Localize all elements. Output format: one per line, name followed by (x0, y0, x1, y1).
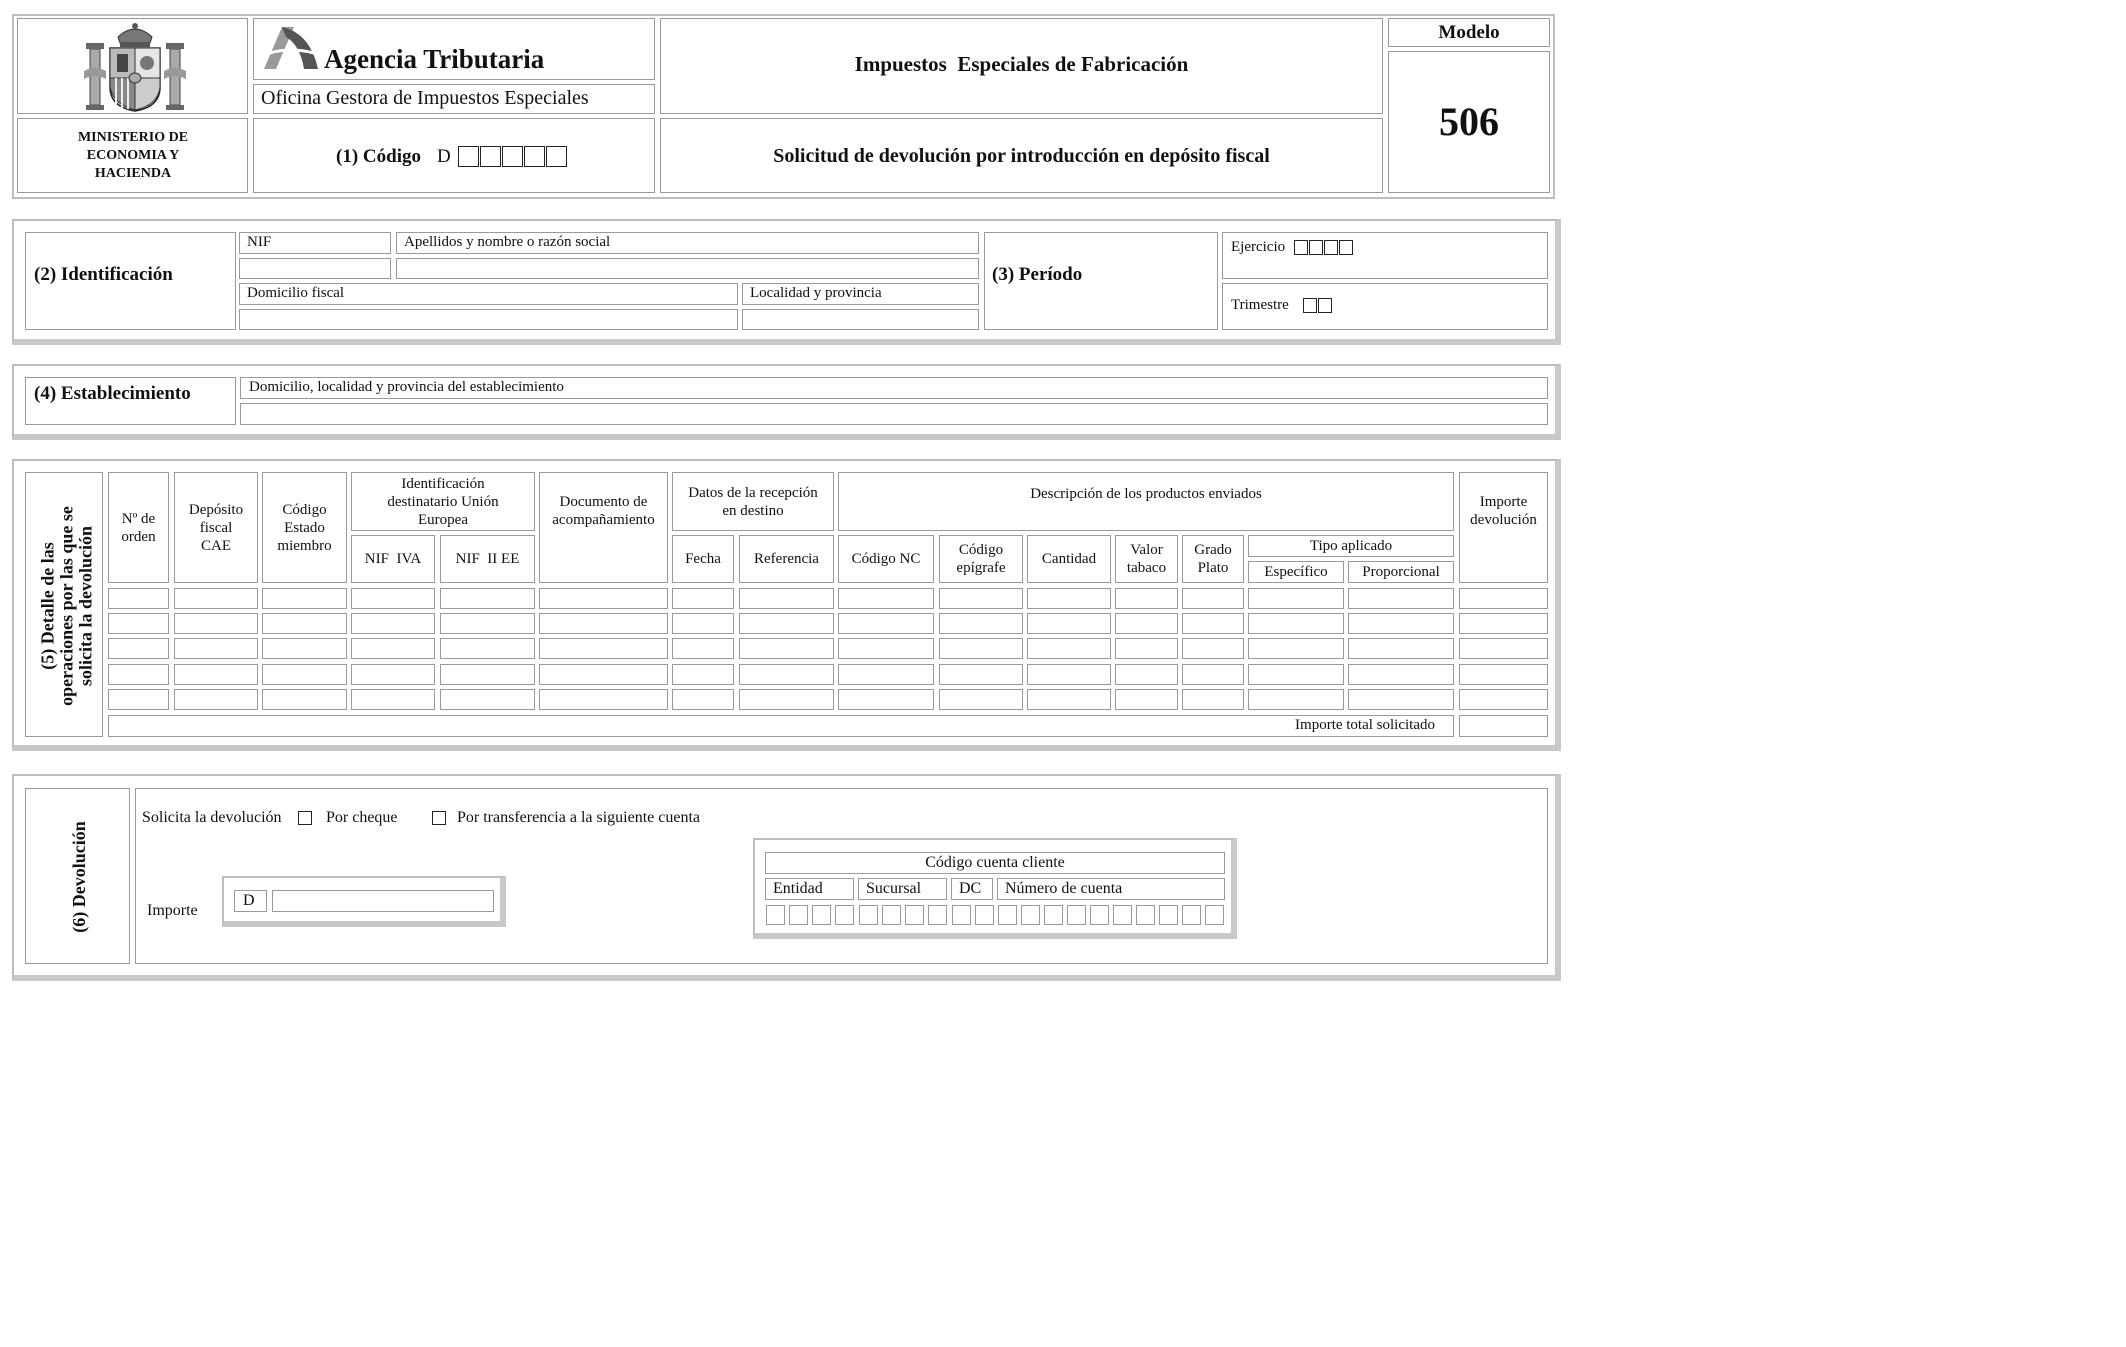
detalle-row-2-cell[interactable] (838, 613, 934, 634)
cuenta-digit-box[interactable] (1205, 905, 1224, 925)
name-label: Apellidos y nombre o razón social (404, 234, 611, 250)
detalle-row-3-cell[interactable] (939, 638, 1023, 659)
col-header-codigo-nc: Código NC (838, 535, 934, 583)
detalle-row-5-cell[interactable] (539, 689, 668, 710)
col-header-orden: Nº de orden (108, 472, 169, 583)
detalle-row-5-cell[interactable] (939, 689, 1023, 710)
col-header-deposito: Depósito fiscal CAE (174, 472, 258, 583)
detalle-row-4-cell[interactable] (440, 664, 535, 685)
detalle-row-3-cell[interactable] (1459, 638, 1548, 659)
cuenta-digit-box[interactable] (905, 905, 924, 925)
ministry-name: MINISTERIO DE ECONOMIA Y HACIENDA (77, 130, 189, 181)
sucursal-label: Sucursal (866, 880, 922, 897)
col-header-nif-iiee: NIF II EE (440, 535, 535, 583)
cuenta-digit-box[interactable] (859, 905, 878, 925)
detalle-row-3-cell[interactable] (1027, 638, 1111, 659)
detalle-row-4-cell[interactable] (1348, 664, 1454, 685)
detalle-row-1-cell[interactable] (262, 588, 347, 609)
detalle-row-3-cell[interactable] (1182, 638, 1244, 659)
detalle-row-3-cell[interactable] (539, 638, 668, 659)
establecimiento-address-label: Domicilio, localidad y provincia del establecimiento (249, 379, 564, 395)
dc-label-cell (951, 878, 993, 900)
col-header-grado-plato: Grado Plato (1182, 535, 1244, 583)
detalle-row-4-cell[interactable] (1182, 664, 1244, 685)
solicita-label: Solicita la devolución (142, 809, 282, 826)
detalle-row-4-cell[interactable] (1027, 664, 1111, 685)
detalle-row-4-cell[interactable] (1459, 664, 1548, 685)
detalle-row-3-cell[interactable] (262, 638, 347, 659)
detalle-row-4-cell[interactable] (838, 664, 934, 685)
detalle-row-1-cell[interactable] (351, 588, 435, 609)
detalle-row-2-cell[interactable] (1459, 613, 1548, 634)
detalle-row-2-cell[interactable] (174, 613, 258, 634)
detalle-row-1-cell[interactable] (739, 588, 834, 609)
detalle-row-5-cell[interactable] (739, 689, 834, 710)
detalle-row-4-cell[interactable] (1115, 664, 1178, 685)
cuenta-digit-box[interactable] (1136, 905, 1155, 925)
modelo-label: Modelo (1438, 22, 1500, 43)
codigo-input-boxes[interactable] (458, 146, 568, 167)
cuenta-digit-box[interactable] (812, 905, 831, 925)
localidad-input[interactable] (742, 309, 979, 330)
detalle-row-2-cell[interactable] (939, 613, 1023, 634)
detalle-row-5-cell[interactable] (1248, 689, 1344, 710)
trimestre-input-boxes[interactable] (1303, 296, 1333, 314)
establecimiento-address-label-cell (240, 377, 1548, 399)
importe-prefix-cell (234, 890, 267, 912)
detalle-row-1-cell[interactable] (1348, 588, 1454, 609)
ministry-cell (17, 118, 248, 193)
cuenta-digit-box[interactable] (1113, 905, 1132, 925)
tax-title-cell (660, 18, 1383, 114)
detalle-title (37, 474, 96, 739)
detalle-row-2-cell[interactable] (739, 613, 834, 634)
establecimiento-title-cell (25, 377, 236, 425)
detalle-row-1-cell[interactable] (539, 588, 668, 609)
office-cell (253, 84, 655, 114)
detalle-row-2-cell[interactable] (262, 613, 347, 634)
detalle-title-line1: (5) Detalle de las (37, 542, 58, 670)
identificacion-title: (2) Identificación (34, 264, 173, 285)
cuenta-digit-box[interactable] (952, 905, 971, 925)
por-cheque-checkbox[interactable] (298, 811, 312, 825)
entidad-label: Entidad (773, 880, 823, 897)
cuenta-digit-box[interactable] (998, 905, 1017, 925)
cuenta-digit-box[interactable] (835, 905, 854, 925)
detalle-row-1-cell[interactable] (939, 588, 1023, 609)
coat-of-arms-icon (80, 21, 190, 113)
cuenta-title-cell (765, 852, 1225, 874)
cuenta-digit-box[interactable] (766, 905, 785, 925)
detalle-row-5-cell[interactable] (262, 689, 347, 710)
detalle-row-4-cell[interactable] (539, 664, 668, 685)
detalle-row-2-cell[interactable] (1248, 613, 1344, 634)
name-label-cell (396, 232, 979, 254)
total-importe-input[interactable] (1459, 715, 1548, 737)
cuenta-digit-box[interactable] (789, 905, 808, 925)
detalle-row-4-cell[interactable] (351, 664, 435, 685)
ejercicio-cell (1222, 232, 1548, 279)
agency-cell (253, 18, 655, 80)
detalle-row-1-cell[interactable] (1182, 588, 1244, 609)
trimestre-cell (1222, 283, 1548, 330)
domicilio-label: Domicilio fiscal (247, 285, 345, 301)
agency-name: Agencia Tributaria (324, 44, 545, 74)
detalle-title-cell (25, 472, 103, 737)
sucursal-label-cell (858, 878, 947, 900)
detalle-row-4-cell[interactable] (262, 664, 347, 685)
detalle-row-3-cell[interactable] (351, 638, 435, 659)
detalle-row-4-cell[interactable] (1248, 664, 1344, 685)
numero-cuenta-label-cell (997, 878, 1225, 900)
form-title: Solicitud de devolución por introducción en depósito fiscal (773, 145, 1270, 167)
detalle-row-5-cell[interactable] (1115, 689, 1178, 710)
total-label: Importe total solicitado (1295, 717, 1435, 733)
devolucion-title-cell (25, 788, 130, 964)
por-transferencia-checkbox[interactable] (432, 811, 446, 825)
nif-label-cell (239, 232, 391, 254)
col-header-datos-recepcion: Datos de la recepción en destino (672, 472, 834, 531)
col-header-valor-tabaco: Valor tabaco (1115, 535, 1178, 583)
por-cheque-label: Por cheque (326, 809, 398, 826)
por-transferencia-label: Por transferencia a la siguiente cuenta (457, 809, 700, 826)
tax-title: Impuestos Especiales de Fabricación (854, 52, 1189, 76)
total-label-cell (108, 715, 1454, 737)
col-header-codigo-estado: Código Estado miembro (262, 472, 347, 583)
cuenta-digit-box[interactable] (1067, 905, 1086, 925)
col-header-documento: Documento de acompañamiento (539, 472, 668, 583)
detalle-row-1-cell[interactable] (1248, 588, 1344, 609)
detalle-title-line3: solicita la devolución (75, 526, 96, 687)
identificacion-title-cell (25, 232, 236, 330)
detalle-row-5-cell[interactable] (672, 689, 734, 710)
detalle-row-4-cell[interactable] (174, 664, 258, 685)
col-header-ident-destinatario: Identificación destinatario Unión Europea (351, 472, 535, 531)
domicilio-label-cell (239, 283, 738, 305)
cuenta-digit-box[interactable] (1044, 905, 1063, 925)
cuenta-digit-box[interactable] (882, 905, 901, 925)
codigo-label: (1) Código (336, 146, 421, 167)
detalle-row-5-cell[interactable] (1182, 689, 1244, 710)
detalle-row-1-cell[interactable] (838, 588, 934, 609)
detalle-row-4-cell[interactable] (672, 664, 734, 685)
col-header-tipo-aplicado: Tipo aplicado (1248, 535, 1454, 557)
cuenta-digit-box[interactable] (975, 905, 994, 925)
codigo-prefix: D (437, 146, 451, 167)
detalle-row-5-cell[interactable] (1348, 689, 1454, 710)
detalle-row-1-cell[interactable] (1459, 588, 1548, 609)
periodo-title: (3) Período (992, 264, 1083, 285)
detalle-row-2-cell[interactable] (108, 613, 169, 634)
detalle-title-line2: operaciones por las que se (56, 506, 77, 706)
detalle-row-3-cell[interactable] (838, 638, 934, 659)
detalle-row-3-cell[interactable] (672, 638, 734, 659)
detalle-row-4-cell[interactable] (108, 664, 169, 685)
ejercicio-input-boxes[interactable] (1294, 238, 1354, 256)
localidad-label-cell (742, 283, 979, 305)
col-header-cantidad: Cantidad (1027, 535, 1111, 583)
importe-input[interactable] (272, 890, 494, 912)
detalle-row-2-cell[interactable] (440, 613, 535, 634)
detalle-row-3-cell[interactable] (440, 638, 535, 659)
detalle-row-1-cell[interactable] (1027, 588, 1111, 609)
detalle-row-1-cell[interactable] (440, 588, 535, 609)
detalle-row-2-cell[interactable] (1027, 613, 1111, 634)
detalle-row-5-cell[interactable] (1459, 689, 1548, 710)
col-header-codigo-epigrafe: Código epígrafe (939, 535, 1023, 583)
localidad-label: Localidad y provincia (750, 285, 882, 301)
cuenta-digit-box[interactable] (1159, 905, 1178, 925)
coat-of-arms-cell (17, 18, 248, 114)
agency-logo-icon (260, 23, 320, 73)
office-name: Oficina Gestora de Impuestos Especiales (261, 87, 589, 109)
importe-label: Importe (147, 902, 198, 919)
codigo-cell (253, 118, 655, 193)
importe-prefix: D (243, 892, 255, 909)
periodo-title-cell (984, 232, 1218, 330)
cuenta-digit-box[interactable] (1182, 905, 1201, 925)
form-title-cell (660, 118, 1383, 193)
col-header-referencia: Referencia (739, 535, 834, 583)
detalle-row-3-cell[interactable] (1115, 638, 1178, 659)
detalle-row-2-cell[interactable] (1348, 613, 1454, 634)
detalle-row-3-cell[interactable] (108, 638, 169, 659)
devolucion-title: (6) Devolución (69, 821, 89, 933)
col-header-especifico: Específico (1248, 561, 1344, 583)
nif-label: NIF (247, 234, 272, 250)
detalle-row-1-cell[interactable] (1115, 588, 1178, 609)
detalle-row-2-cell[interactable] (351, 613, 435, 634)
modelo-number-cell (1388, 51, 1550, 193)
detalle-row-1-cell[interactable] (108, 588, 169, 609)
detalle-row-1-cell[interactable] (174, 588, 258, 609)
detalle-row-5-cell[interactable] (440, 689, 535, 710)
establecimiento-section (12, 364, 1561, 440)
establecimiento-title: (4) Establecimiento (34, 383, 191, 404)
nif-input[interactable] (239, 258, 391, 279)
cuenta-title: Código cuenta cliente (925, 854, 1065, 871)
col-header-importe-devolucion: Importe devolución (1459, 472, 1548, 583)
detalle-row-3-cell[interactable] (1348, 638, 1454, 659)
numero-cuenta-label: Número de cuenta (1005, 880, 1123, 897)
detalle-row-1-cell[interactable] (672, 588, 734, 609)
detalle-row-2-cell[interactable] (672, 613, 734, 634)
modelo-number: 506 (1439, 99, 1499, 144)
col-header-nif-iva: NIF IVA (351, 535, 435, 583)
ejercicio-label: Ejercicio (1231, 239, 1286, 255)
cuenta-digit-box[interactable] (1090, 905, 1109, 925)
cuenta-digit-box[interactable] (928, 905, 947, 925)
detalle-row-5-cell[interactable] (351, 689, 435, 710)
detalle-row-4-cell[interactable] (939, 664, 1023, 685)
detalle-row-4-cell[interactable] (739, 664, 834, 685)
detalle-row-5-cell[interactable] (174, 689, 258, 710)
detalle-row-2-cell[interactable] (1115, 613, 1178, 634)
modelo-label-cell (1388, 18, 1550, 47)
domicilio-input[interactable] (239, 309, 738, 330)
detalle-row-2-cell[interactable] (1182, 613, 1244, 634)
establecimiento-address-input[interactable] (240, 403, 1548, 425)
detalle-row-5-cell[interactable] (838, 689, 934, 710)
detalle-row-2-cell[interactable] (539, 613, 668, 634)
detalle-row-5-cell[interactable] (108, 689, 169, 710)
detalle-row-3-cell[interactable] (174, 638, 258, 659)
name-input[interactable] (396, 258, 979, 279)
detalle-row-5-cell[interactable] (1027, 689, 1111, 710)
detalle-row-3-cell[interactable] (1248, 638, 1344, 659)
cuenta-digit-box[interactable] (1021, 905, 1040, 925)
detalle-row-3-cell[interactable] (739, 638, 834, 659)
trimestre-label: Trimestre (1231, 297, 1289, 313)
entidad-label-cell (765, 878, 854, 900)
col-header-descripcion: Descripción de los productos enviados (838, 472, 1454, 531)
col-header-fecha: Fecha (672, 535, 734, 583)
col-header-proporcional: Proporcional (1348, 561, 1454, 583)
dc-label: DC (959, 880, 982, 897)
